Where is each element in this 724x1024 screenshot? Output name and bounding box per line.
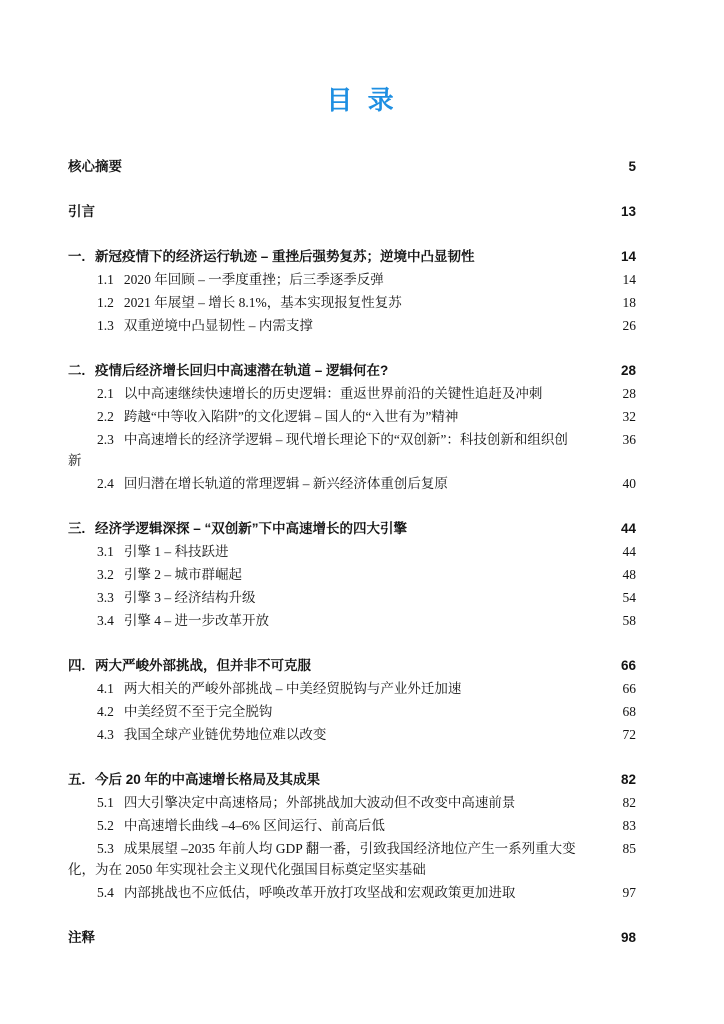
toc-subentry-number: 3.2 [97, 567, 114, 582]
toc-subentry-number: 2.1 [97, 386, 114, 401]
toc-subentry [68, 791, 636, 814]
table-of-contents [68, 155, 636, 949]
toc-page-number: 5 [628, 159, 636, 174]
toc-subentry-number: 5.1 [97, 795, 114, 810]
toc-page-number: 82 [620, 772, 636, 787]
toc-subentry-number: 3.1 [97, 544, 114, 559]
toc-subentry-number: 1.2 [97, 295, 114, 310]
toc-subentry-number: 5.3 [97, 841, 114, 856]
toc-heading-title: 新冠疫情下的经济运行轨迹 – 重挫后强势复苏；逆境中凸显韧性 [95, 249, 475, 264]
toc-subentry-text [68, 472, 576, 495]
toc-subentry-number: 2.3 [97, 432, 114, 447]
toc-subentry [68, 268, 636, 291]
toc-subentry-text [68, 586, 576, 609]
toc-subentry-title: 内部挑战也不应低估，呼唤改革开放打攻坚战和宏观政策更加进取 [123, 885, 516, 900]
toc-page-number: 28 [622, 386, 636, 401]
toc-section-heading [68, 768, 636, 791]
toc-subentry-text [68, 723, 576, 746]
toc-page-number: 14 [620, 249, 636, 264]
toc-page-number: 83 [622, 818, 636, 833]
toc-subentry-title: 2021 年展望 – 增长 8.1%，基本实现报复性复苏 [123, 295, 402, 310]
toc-subentry-title: 两大相关的严峻外部挑战 – 中美经贸脱钩与产业外迁加速 [123, 681, 462, 696]
toc-subentry [68, 382, 636, 405]
toc-section-number: 三. [68, 521, 86, 536]
toc-subentry-text [68, 540, 576, 563]
toc-subentry-title: 双重逆境中凸显韧性 – 内需支撑 [123, 318, 313, 333]
toc-section-number: 四. [68, 658, 86, 673]
toc-section-number: 五. [68, 772, 86, 787]
toc-section-number: 一. [68, 249, 86, 264]
toc-page-number: 98 [620, 930, 636, 945]
toc-page-number: 18 [622, 295, 636, 310]
toc-page-number: 97 [622, 885, 636, 900]
toc-heading-title: 经济学逻辑深探 – “双创新”下中高速增长的四大引擎 [95, 521, 408, 536]
toc-subentry-title: 引擎 1 – 科技跃进 [123, 544, 229, 559]
toc-subentry-title: 2020 年回顾 – 一季度重挫；后三季逐季反弹 [123, 272, 384, 287]
toc-subentry-number: 4.2 [97, 704, 114, 719]
toc-page-number: 14 [622, 272, 636, 287]
toc-subentry [68, 700, 636, 723]
toc-subentry-title: 我国全球产业链优势地位难以改变 [123, 727, 327, 742]
toc-subentry [68, 405, 636, 428]
toc-heading-text [68, 245, 606, 268]
toc-subentry-title: 回归潜在增长轨道的常理逻辑 – 新兴经济体重创后复原 [123, 476, 448, 491]
toc-subentry [68, 314, 636, 337]
toc-subentry-title: 引擎 3 – 经济结构升级 [123, 590, 256, 605]
toc-page-number: 58 [622, 613, 636, 628]
toc-subentry-text [68, 838, 576, 880]
toc-subentry [68, 429, 636, 471]
toc-page-number: 40 [622, 476, 636, 491]
toc-heading-text [68, 654, 606, 677]
toc-subentry-number: 5.2 [97, 818, 114, 833]
toc-heading-text [68, 768, 606, 791]
toc-subentry-title: 中高速增长曲线 –4–6% 区间运行、前高后低 [123, 818, 385, 833]
toc-page-number: 85 [622, 841, 636, 856]
page-title: 目 录 [326, 85, 398, 115]
toc-subentry-text [68, 700, 576, 723]
toc-page-number: 26 [622, 318, 636, 333]
toc-subentry-title: 中高速增长的经济学逻辑 – 现代增长理论下的“双创新”：科技创新和组织创新 [68, 432, 568, 468]
toc-subentry-title: 四大引擎决定中高速格局；外部挑战加大波动但不改变中高速前景 [123, 795, 516, 810]
toc-subentry-text [68, 609, 576, 632]
toc-page-number: 66 [620, 658, 636, 673]
toc-subentry-number: 2.2 [97, 409, 114, 424]
toc-subentry-title: 跨越“中等收入陷阱”的文化逻辑 – 国人的“入世有为”精神 [123, 409, 459, 424]
toc-subentry-text [68, 314, 576, 337]
toc-subentry-text [68, 563, 576, 586]
toc-subentry-number: 1.3 [97, 318, 114, 333]
toc-subentry-text [68, 791, 576, 814]
toc-heading [68, 200, 636, 223]
toc-page-number: 13 [620, 204, 636, 219]
toc-subentry-text [68, 677, 576, 700]
toc-heading-title: 疫情后经济增长回归中高速潜在轨道 – 逻辑何在? [95, 363, 389, 378]
toc-heading [68, 155, 636, 178]
toc-subentry-text [68, 429, 576, 471]
toc-heading [68, 926, 636, 949]
toc-section-heading [68, 517, 636, 540]
toc-subentry-text [68, 814, 576, 837]
toc-section-heading [68, 654, 636, 677]
toc-page-number: 82 [622, 795, 636, 810]
toc-subentry-text [68, 268, 576, 291]
toc-subentry-title: 引擎 2 – 城市群崛起 [123, 567, 242, 582]
toc-subentry [68, 540, 636, 563]
toc-page-number: 44 [620, 521, 636, 536]
toc-subentry-title: 以中高速继续快速增长的历史逻辑：重返世界前沿的关键性追赶及冲刺 [123, 386, 543, 401]
toc-heading-title: 今后 20 年的中高速增长格局及其成果 [95, 772, 321, 787]
toc-subentry [68, 838, 636, 880]
toc-subentry-text [68, 291, 576, 314]
toc-page-number: 68 [622, 704, 636, 719]
toc-page-number: 28 [620, 363, 636, 378]
toc-subentry-title: 成果展望 –2035 年前人均 GDP 翻一番，引致我国经济地位产生一系列重大变化，为在 2050 年实现社会主义现代化强国目标奠定坚实基础 [68, 841, 576, 877]
toc-subentry-text [68, 382, 576, 405]
toc-subentry-number: 3.4 [97, 613, 114, 628]
toc-subentry [68, 609, 636, 632]
toc-subentry-title: 引擎 4 – 进一步改革开放 [123, 613, 269, 628]
toc-page-number: 54 [622, 590, 636, 605]
toc-page-number: 48 [622, 567, 636, 582]
toc-heading-title: 引言 [68, 204, 95, 219]
toc-section-number: 二. [68, 363, 86, 378]
toc-subentry-number: 1.1 [97, 272, 114, 287]
toc-page-number: 72 [622, 727, 636, 742]
toc-page-number: 44 [622, 544, 636, 559]
toc-page-number: 66 [622, 681, 636, 696]
toc-subentry [68, 881, 636, 904]
toc-page-number: 32 [622, 409, 636, 424]
toc-subentry-number: 4.1 [97, 681, 114, 696]
toc-subentry [68, 814, 636, 837]
toc-subentry [68, 677, 636, 700]
toc-subentry-number: 2.4 [97, 476, 114, 491]
toc-subentry-number: 5.4 [97, 885, 114, 900]
toc-subentry-title: 中美经贸不至于完全脱钩 [123, 704, 273, 719]
toc-subentry [68, 472, 636, 495]
toc-heading-text [68, 517, 606, 540]
toc-subentry-number: 3.3 [97, 590, 114, 605]
toc-heading-title: 注释 [68, 930, 95, 945]
toc-section-heading [68, 359, 636, 382]
toc-subentry-text [68, 405, 576, 428]
toc-subentry [68, 291, 636, 314]
toc-subentry-number: 4.3 [97, 727, 114, 742]
toc-heading-text [68, 359, 606, 382]
toc-subentry [68, 563, 636, 586]
toc-subentry [68, 723, 636, 746]
toc-heading-title: 两大严峻外部挑战，但并非不可克服 [95, 658, 311, 673]
toc-subentry-text [68, 881, 576, 904]
toc-subentry [68, 586, 636, 609]
toc-page-number: 36 [622, 432, 636, 447]
toc-section-heading [68, 245, 636, 268]
toc-heading-title: 核心摘要 [68, 159, 122, 174]
